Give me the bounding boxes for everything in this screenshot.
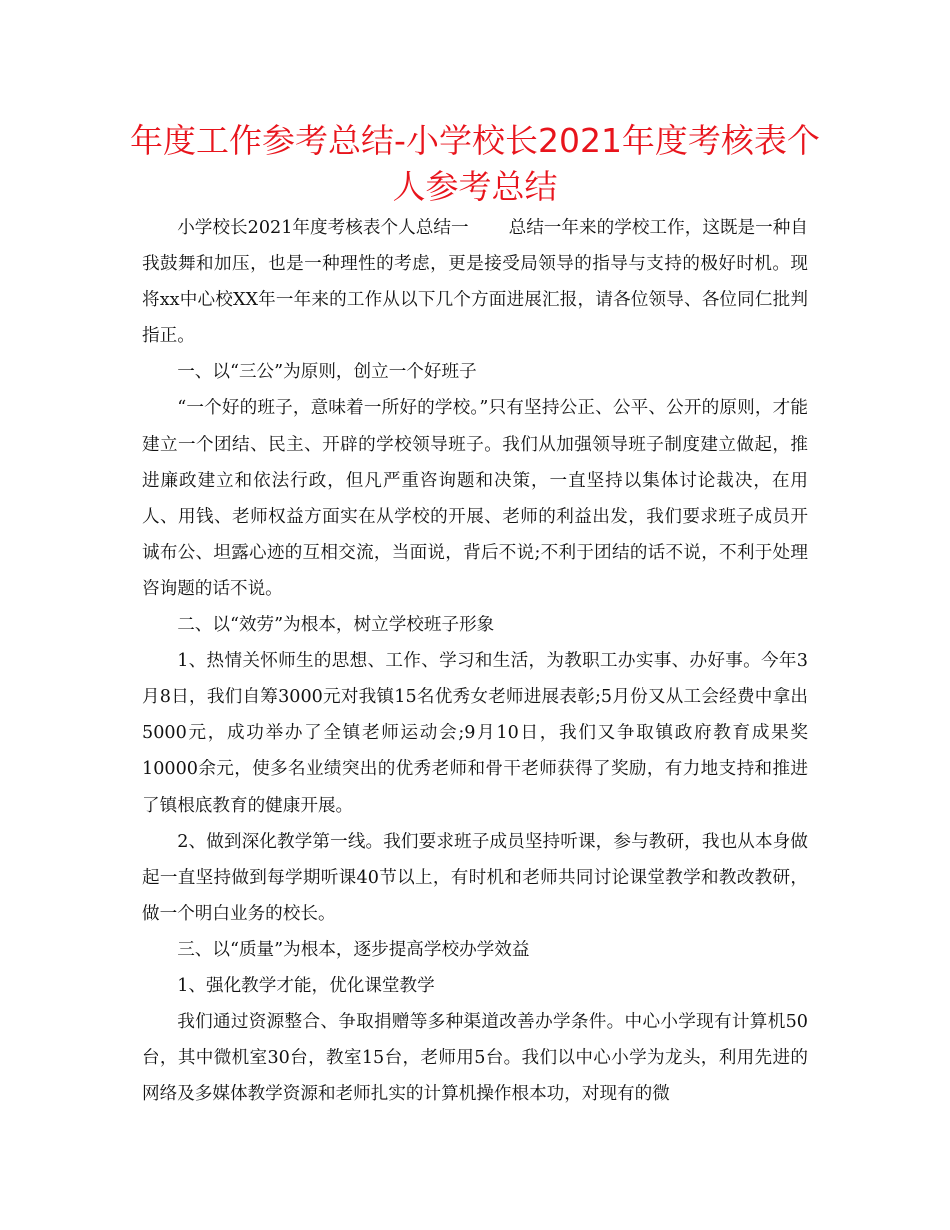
document-body: [142, 210, 808, 1112]
paragraph: 2、做到深化教学第一线。我们要求班子成员坚持听课，参与教研，我也从本身做起一直坚持做到每学期听课40节以上，有时机和老师共同讨论课堂教学和教改教研，做一个明白业务的校长。: [142, 831, 808, 924]
paragraph-intro: [142, 210, 808, 354]
paragraph: 我们通过资源整合、争取捐赠等多种渠道改善办学条件。中心小学现有计算机50台，其中微机室30台，教室15台，老师用5台。我们以中心小学为龙头，利用先进的网络及多媒体教学资源和老师扎实的计算机操作根本功，对现有的微: [142, 1012, 808, 1105]
section-heading: 一、以“三公”为原则，创立一个好班子: [177, 362, 477, 383]
sub-heading: 1、强化教学才能，优化课堂教学: [177, 975, 435, 996]
paragraph: 1、热情关怀师生的思想、工作、学习和生活，为教职工办实事、办好事。今年3月8日，我们自筹3000元对我镇15名优秀女老师进展表彰;5月份又从工会经费中拿出5000元，成功举办了全镇老师运动会;9月10日，我们又争取镇政府教育成果奖10000余元，使多名业绩突出的优秀老师和骨干老师获得了奖励，有力地支持和推进了镇根底教育的健康开展。: [142, 651, 808, 816]
section-heading: 三、以“质量”为根本，逐步提高学校办学效益: [177, 939, 530, 960]
section-heading: 二、以“效劳”为根本，树立学校班子形象: [177, 615, 495, 636]
paragraph: “一个好的班子，意味着一所好的学校。”只有坚持公正、公平、公开的原则，才能建立一个团结、民主、开辟的学校领导班子。我们从加强领导班子制度建立做起，推进廉政建立和依法行政，但凡严重咨询题和决策，一直坚持以集体讨论裁决，在用人、用钱、老师权益方面实在从学校的开展、老师的利益出发，我们要求班子成员开诚布公、坦露心迹的互相交流，当面说，背后不说;不利于团结的话不说，不利于处理咨询题的话不说。: [142, 398, 808, 599]
intro-label: 小学校长2021年度考核表个人总结一: [177, 218, 469, 238]
paragraph-text: 总结一年来的学校工作，这既是一种自我鼓舞和加压，也是一种理性的考虑，更是接受局领导的指导与支持的极好时机。现将xx中心校XX年一年来的工作从以下几个方面进展汇报，请各位领导、各位同仁批判指正。: [142, 218, 808, 347]
document-title: 年度工作参考总结-小学校长2021年度考核表个人参考总结: [130, 121, 820, 206]
